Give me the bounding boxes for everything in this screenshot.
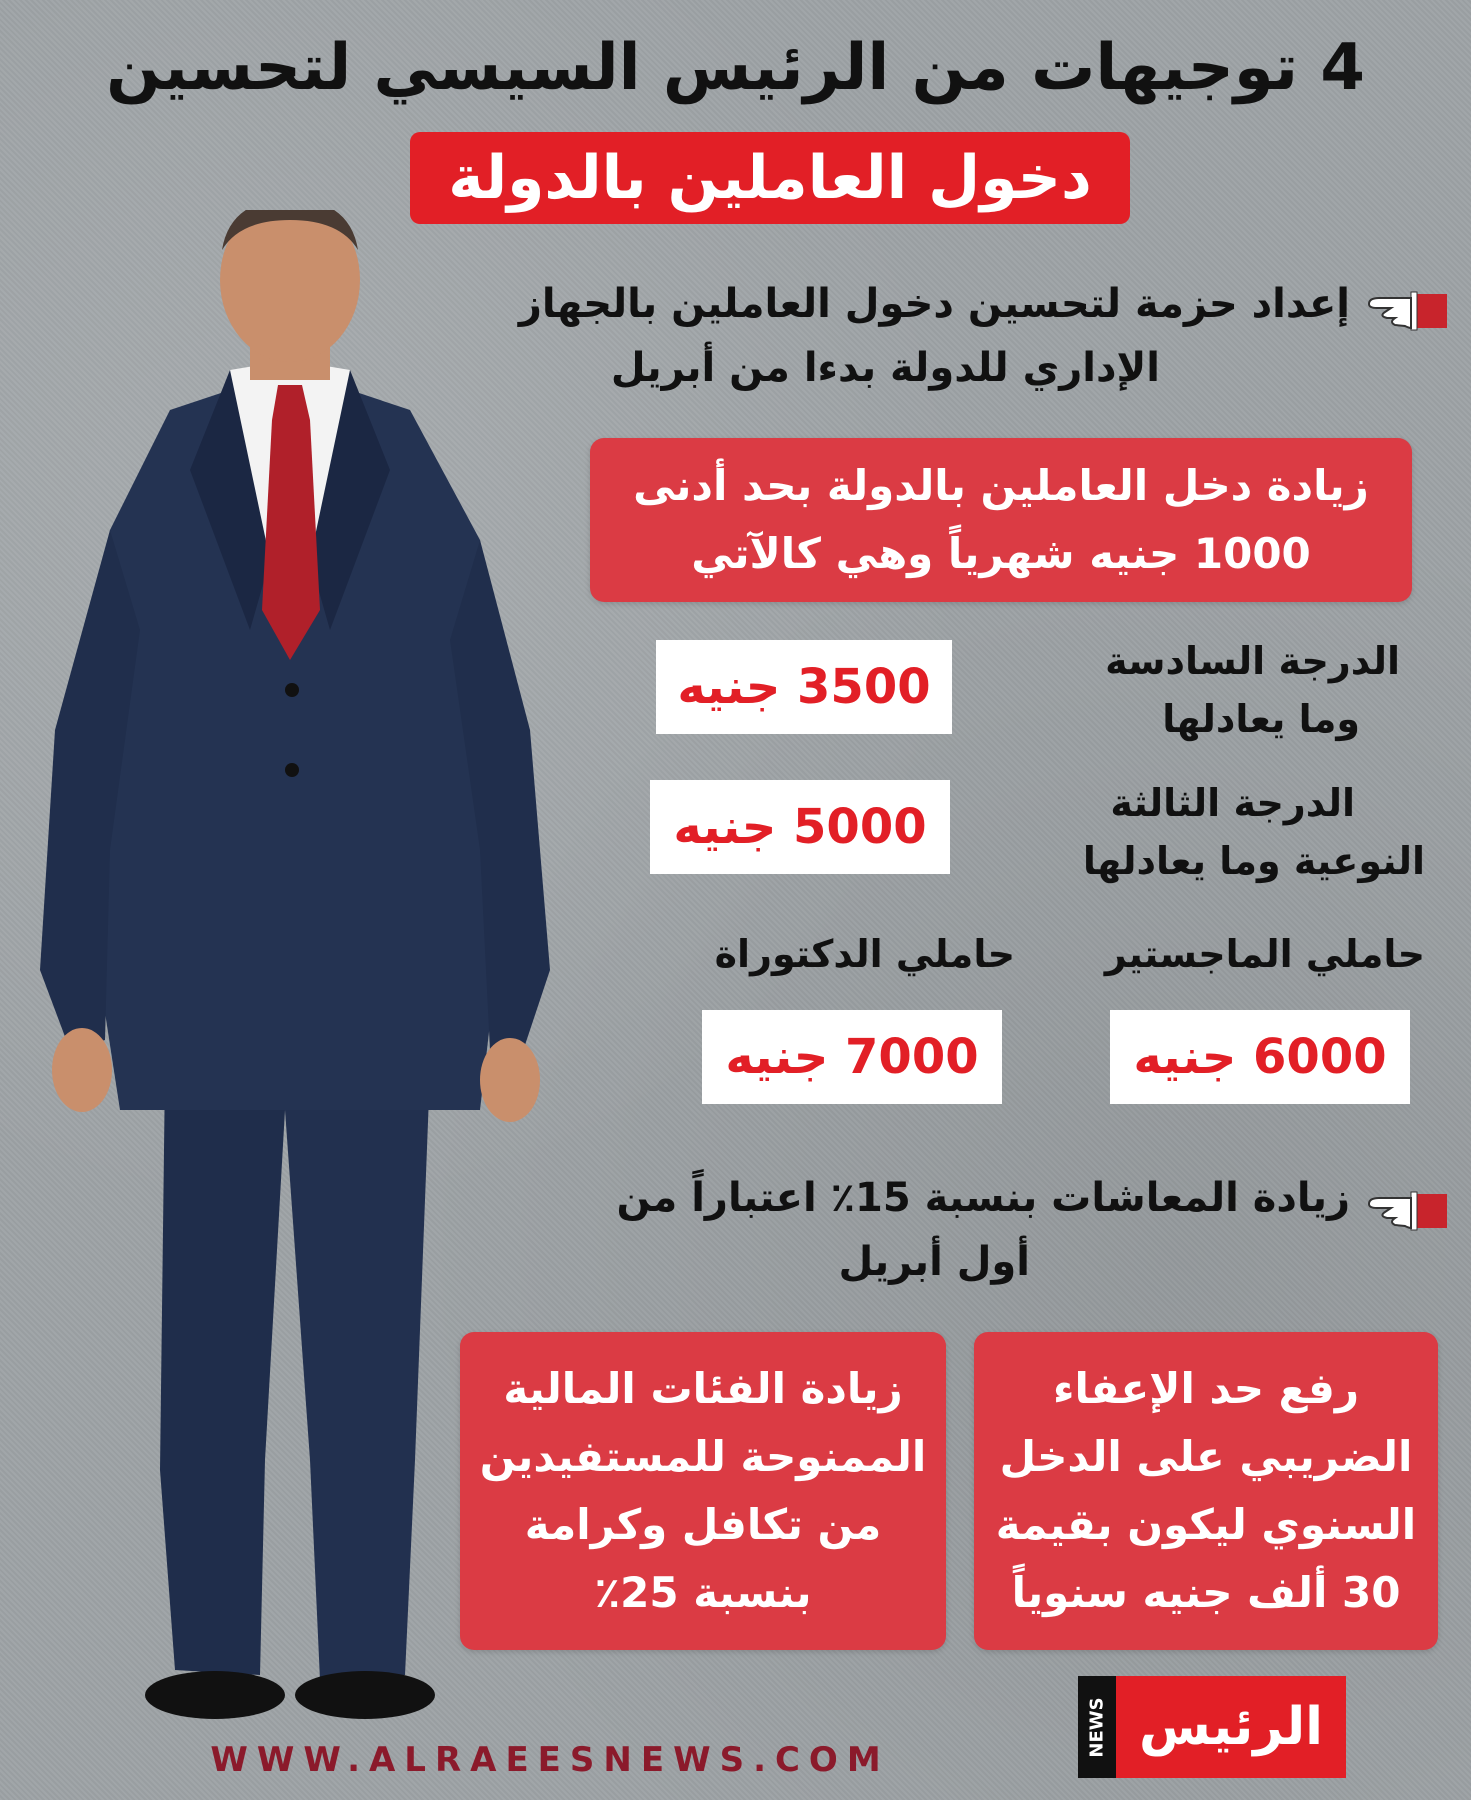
grade-third-line2: النوعية وما يعادلها (1082, 839, 1425, 883)
takaful-box-line3: من تكافل وكرامة (524, 1500, 882, 1549)
title-highlight-tag: دخول العاملين بالدولة (410, 132, 1130, 224)
grade-third-amount: 5000 جنيه (650, 780, 950, 874)
grade-sixth-line2: وما يعادلها (1162, 697, 1360, 741)
grade-third-line1: الدرجة الثالثة (1110, 781, 1355, 825)
directive1-line1: إعداد حزمة لتحسين دخول العاملين بالجهاز (518, 281, 1350, 327)
pointing-hand-icon (1365, 288, 1451, 334)
logo-news-tag: NEWS (1078, 1676, 1116, 1778)
directive2-line2: أول أبريل (838, 1239, 1030, 1285)
page-title: 4 توجيهات من الرئيس السيسي لتحسين (106, 31, 1365, 105)
grade-sixth-amount: 3500 جنيه (656, 640, 952, 734)
tax-box-line4: 30 ألف جنيه سنوياً (1011, 1568, 1401, 1617)
takaful-box-line4: بنسبة 25٪ (594, 1568, 812, 1617)
tax-box-line3: السنوي ليكون بقيمة (995, 1500, 1417, 1549)
doctorate-label: حاملي الدكتوراة (714, 932, 1015, 976)
tax-exemption-box (974, 1332, 1438, 1650)
masters-label: حاملي الماجستير (1104, 932, 1425, 976)
takaful-karama-box (460, 1332, 946, 1650)
directive1-line2: الإداري للدولة بدءا من أبريل (610, 345, 1160, 391)
alraees-logo (1078, 1676, 1346, 1778)
grade-sixth-line1: الدرجة السادسة (1105, 639, 1400, 683)
doctorate-amount: 7000 جنيه (702, 1010, 1002, 1104)
minimum-box-line1: زيادة دخل العاملين بالدولة بحد أدنى (633, 461, 1369, 510)
takaful-box-line2: الممنوحة للمستفيدين (479, 1432, 927, 1481)
tax-box-line1: رفع حد الإعفاء (1053, 1364, 1359, 1413)
logo-main-text: الرئيس (1116, 1676, 1346, 1778)
tax-box-line2: الضريبي على الدخل (999, 1432, 1413, 1481)
minimum-increase-box (590, 438, 1412, 602)
minimum-box-line2: 1000 جنيه شهرياً وهي كالآتي (691, 529, 1311, 578)
takaful-box-line1: زيادة الفئات المالية (503, 1364, 903, 1413)
pointing-hand-icon (1365, 1188, 1451, 1234)
website-url[interactable]: WWW.ALRAEESNEWS.COM (210, 1740, 890, 1780)
directive2-line1: زيادة المعاشات بنسبة 15٪ اعتباراً من (616, 1175, 1350, 1221)
masters-amount: 6000 جنيه (1110, 1010, 1410, 1104)
